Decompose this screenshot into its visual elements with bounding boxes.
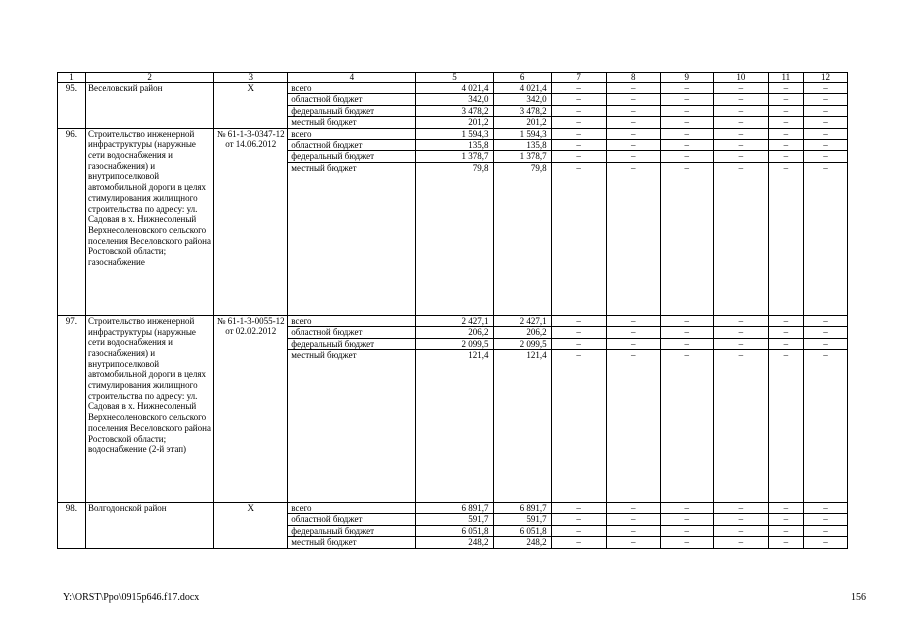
dash-cell: – — [551, 151, 606, 162]
budget-source: всего — [288, 83, 416, 94]
expertise-code: Х — [214, 503, 288, 549]
amount-cell: 1 378,7 — [416, 151, 493, 162]
dash-cell: – — [660, 338, 713, 349]
amount-cell: 3 478,2 — [493, 105, 551, 116]
dash-cell: – — [803, 105, 847, 116]
amount-cell: 135,8 — [416, 140, 493, 151]
expertise-code: № 61-1-3-0347-12 от 14.06.2012 — [214, 128, 288, 315]
dash-cell: – — [768, 94, 803, 105]
amount-cell: 2 427,1 — [493, 315, 551, 326]
dash-cell: – — [768, 315, 803, 326]
table-row — [58, 128, 848, 139]
amount-cell: 2 099,5 — [416, 338, 493, 349]
table-body — [58, 73, 848, 549]
amount-cell: 248,2 — [493, 537, 551, 548]
dash-cell: – — [803, 514, 847, 525]
header-cell: 7 — [551, 73, 606, 83]
dash-cell: – — [551, 162, 606, 315]
budget-source: федеральный бюджет — [288, 338, 416, 349]
amount-cell: 4 021,4 — [493, 83, 551, 94]
header-cell: 1 — [58, 73, 86, 83]
dash-cell: – — [768, 537, 803, 548]
header-cell: 12 — [803, 73, 847, 83]
dash-cell: – — [660, 537, 713, 548]
dash-cell: – — [803, 503, 847, 514]
dash-cell: – — [660, 94, 713, 105]
dash-cell: – — [660, 315, 713, 326]
object-name: Строительство инженерной инфраструктуры (наружные сети водоснабжения и газоснабжения) и внутрипоселковой автомобильной дороги в целях стимулирования жилищного строительства по адресу: ул. Садовая в х. Нижнесоленый Верхнесоленовского сельского поселения Веселовского района Ростовской области; водоснабжение (2-й этап) — [86, 315, 214, 502]
amount-cell: 121,4 — [493, 350, 551, 503]
dash-cell: – — [713, 162, 768, 315]
amount-cell: 4 021,4 — [416, 83, 493, 94]
budget-source: всего — [288, 315, 416, 326]
table-row — [58, 83, 848, 94]
dash-cell: – — [768, 162, 803, 315]
dash-cell: – — [551, 525, 606, 536]
dash-cell: – — [803, 151, 847, 162]
dash-cell: – — [606, 162, 660, 315]
row-number: 95. — [58, 83, 86, 129]
amount-cell: 3 478,2 — [416, 105, 493, 116]
dash-cell: – — [768, 514, 803, 525]
amount-cell: 1 594,3 — [416, 128, 493, 139]
budget-table — [57, 72, 848, 549]
amount-cell: 6 891,7 — [493, 503, 551, 514]
dash-cell: – — [660, 162, 713, 315]
dash-cell: – — [660, 503, 713, 514]
dash-cell: – — [803, 83, 847, 94]
dash-cell: – — [713, 537, 768, 548]
amount-cell: 135,8 — [493, 140, 551, 151]
amount-cell: 121,4 — [416, 350, 493, 503]
dash-cell: – — [551, 503, 606, 514]
dash-cell: – — [606, 503, 660, 514]
amount-cell: 248,2 — [416, 537, 493, 548]
header-cell: 10 — [713, 73, 768, 83]
dash-cell: – — [660, 83, 713, 94]
budget-source: всего — [288, 128, 416, 139]
dash-cell: – — [606, 315, 660, 326]
dash-cell: – — [606, 537, 660, 548]
dash-cell: – — [713, 338, 768, 349]
dash-cell: – — [551, 94, 606, 105]
dash-cell: – — [713, 525, 768, 536]
dash-cell: – — [768, 327, 803, 338]
table-row — [58, 503, 848, 514]
object-name: Волгодонской район — [86, 503, 214, 549]
dash-cell: – — [713, 105, 768, 116]
budget-source: местный бюджет — [288, 350, 416, 503]
dash-cell: – — [551, 537, 606, 548]
dash-cell: – — [768, 83, 803, 94]
budget-source: федеральный бюджет — [288, 525, 416, 536]
dash-cell: – — [606, 128, 660, 139]
dash-cell: – — [551, 128, 606, 139]
dash-cell: – — [803, 350, 847, 503]
dash-cell: – — [713, 117, 768, 128]
dash-cell: – — [660, 327, 713, 338]
dash-cell: – — [768, 128, 803, 139]
dash-cell: – — [768, 338, 803, 349]
dash-cell: – — [713, 503, 768, 514]
budget-source: областной бюджет — [288, 514, 416, 525]
amount-cell: 79,8 — [493, 162, 551, 315]
dash-cell: – — [768, 525, 803, 536]
expertise-code: Х — [214, 83, 288, 129]
dash-cell: – — [660, 514, 713, 525]
dash-cell: – — [768, 350, 803, 503]
dash-cell: – — [803, 338, 847, 349]
header-cell: 3 — [214, 73, 288, 83]
budget-source: всего — [288, 503, 416, 514]
amount-cell: 1 594,3 — [493, 128, 551, 139]
dash-cell: – — [803, 128, 847, 139]
header-cell: 2 — [86, 73, 214, 83]
dash-cell: – — [606, 338, 660, 349]
dash-cell: – — [606, 83, 660, 94]
dash-cell: – — [551, 117, 606, 128]
dash-cell: – — [713, 350, 768, 503]
dash-cell: – — [803, 315, 847, 326]
amount-cell: 6 051,8 — [416, 525, 493, 536]
amount-cell: 206,2 — [493, 327, 551, 338]
dash-cell: – — [713, 83, 768, 94]
header-cell: 9 — [660, 73, 713, 83]
dash-cell: – — [713, 327, 768, 338]
dash-cell: – — [713, 94, 768, 105]
amount-cell: 591,7 — [416, 514, 493, 525]
dash-cell: – — [713, 151, 768, 162]
row-number: 96. — [58, 128, 86, 315]
dash-cell: – — [551, 350, 606, 503]
dash-cell: – — [803, 117, 847, 128]
budget-source: областной бюджет — [288, 140, 416, 151]
amount-cell: 201,2 — [493, 117, 551, 128]
budget-source: местный бюджет — [288, 117, 416, 128]
row-number: 98. — [58, 503, 86, 549]
expertise-code: № 61-1-3-0055-12 от 02.02.2012 — [214, 315, 288, 502]
dash-cell: – — [660, 128, 713, 139]
dash-cell: – — [606, 514, 660, 525]
dash-cell: – — [606, 105, 660, 116]
dash-cell: – — [551, 140, 606, 151]
dash-cell: – — [768, 503, 803, 514]
header-cell: 11 — [768, 73, 803, 83]
dash-cell: – — [660, 350, 713, 503]
dash-cell: – — [551, 338, 606, 349]
amount-cell: 591,7 — [493, 514, 551, 525]
amount-cell: 201,2 — [416, 117, 493, 128]
header-row — [58, 73, 848, 83]
amount-cell: 342,0 — [416, 94, 493, 105]
dash-cell: – — [768, 105, 803, 116]
dash-cell: – — [606, 140, 660, 151]
dash-cell: – — [551, 105, 606, 116]
amount-cell: 206,2 — [416, 327, 493, 338]
dash-cell: – — [803, 162, 847, 315]
dash-cell: – — [606, 151, 660, 162]
dash-cell: – — [803, 537, 847, 548]
row-number: 97. — [58, 315, 86, 502]
dash-cell: – — [713, 140, 768, 151]
dash-cell: – — [660, 525, 713, 536]
budget-source: местный бюджет — [288, 162, 416, 315]
footer-file-path: Y:\ORST\Ppo\0915p646.f17.docx — [63, 592, 200, 603]
budget-source: областной бюджет — [288, 94, 416, 105]
dash-cell: – — [606, 350, 660, 503]
dash-cell: – — [713, 514, 768, 525]
header-cell: 6 — [493, 73, 551, 83]
dash-cell: – — [660, 140, 713, 151]
amount-cell: 6 891,7 — [416, 503, 493, 514]
amount-cell: 2 427,1 — [416, 315, 493, 326]
dash-cell: – — [551, 514, 606, 525]
amount-cell: 2 099,5 — [493, 338, 551, 349]
dash-cell: – — [803, 525, 847, 536]
page-number: 156 — [851, 592, 866, 603]
dash-cell: – — [768, 140, 803, 151]
dash-cell: – — [803, 140, 847, 151]
amount-cell: 342,0 — [493, 94, 551, 105]
budget-source: федеральный бюджет — [288, 105, 416, 116]
dash-cell: – — [803, 327, 847, 338]
object-name: Веселовский район — [86, 83, 214, 129]
dash-cell: – — [660, 151, 713, 162]
dash-cell: – — [660, 105, 713, 116]
budget-source: федеральный бюджет — [288, 151, 416, 162]
dash-cell: – — [551, 315, 606, 326]
header-cell: 5 — [416, 73, 493, 83]
dash-cell: – — [606, 525, 660, 536]
dash-cell: – — [713, 315, 768, 326]
header-cell: 8 — [606, 73, 660, 83]
dash-cell: – — [551, 327, 606, 338]
dash-cell: – — [606, 94, 660, 105]
budget-source: областной бюджет — [288, 327, 416, 338]
dash-cell: – — [713, 128, 768, 139]
budget-source: местный бюджет — [288, 537, 416, 548]
dash-cell: – — [606, 117, 660, 128]
dash-cell: – — [606, 327, 660, 338]
dash-cell: – — [660, 117, 713, 128]
header-cell: 4 — [288, 73, 416, 83]
amount-cell: 6 051,8 — [493, 525, 551, 536]
dash-cell: – — [768, 151, 803, 162]
amount-cell: 79,8 — [416, 162, 493, 315]
dash-cell: – — [551, 83, 606, 94]
table-row — [58, 315, 848, 326]
amount-cell: 1 378,7 — [493, 151, 551, 162]
dash-cell: – — [768, 117, 803, 128]
object-name: Строительство инженерной инфраструктуры (наружные сети водоснабжения и газоснабжения) и внутрипоселковой автомобильной дороги в целях стимулирования жилищного строительства по адресу: ул. Садовая в х. Нижнесоленый Верхнесоленовского сельского поселения Веселовского района Ростовской области; газоснабжение — [86, 128, 214, 315]
dash-cell: – — [803, 94, 847, 105]
